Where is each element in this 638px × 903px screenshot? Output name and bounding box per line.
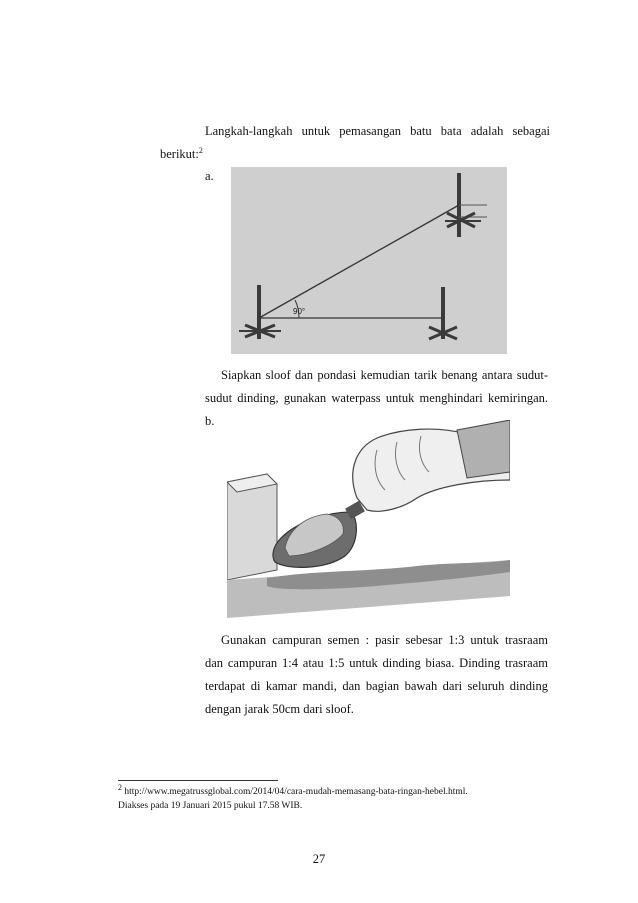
footnote-url: http://www.megatrussglobal.com/2014/04/cara-mudah-memasang-bata-ringan-hebel.html.: [124, 787, 468, 797]
step-b-label: b.: [205, 414, 215, 428]
page-number: 27: [312, 852, 326, 866]
footnote-accessed: Diakses pada 19 Januari 2015 pukul 17.58 WIB.: [118, 801, 303, 811]
footnote-line-1: [118, 782, 468, 799]
step-a-label: a.: [205, 169, 214, 183]
footnote-number: 2: [118, 782, 122, 792]
step-a-line-1: Siapkan sloof dan pondasi kemudian tarik benang antara sudut-: [221, 368, 548, 382]
step-b-line-4: dengan jarak 50cm dari sloof.: [205, 702, 354, 716]
intro-line-2-text: berikut:: [160, 147, 199, 161]
string-line-figure: [231, 167, 507, 354]
step-a-line-2: sudut dinding, gunakan waterpass untuk menghindari kemiringan.: [205, 391, 548, 405]
step-b-line-2: dan campuran 1:4 atau 1:5 untuk dinding biasa. Dinding trasraam: [205, 656, 548, 670]
intro-line-2: [160, 146, 203, 162]
angle-label: 90°: [293, 307, 306, 316]
step-b-line-1: Gunakan campuran semen : pasir sebesar 1:3 untuk trasraam: [221, 633, 548, 647]
footnote-ref: 2: [198, 145, 203, 155]
sleeve: [457, 420, 510, 478]
intro-line-1: Langkah-langkah untuk pemasangan batu bata adalah sebagai: [205, 124, 550, 138]
trowel-mortar-figure: [227, 420, 510, 618]
step-b-line-3: terdapat di kamar mandi, dan bagian bawah dari seluruh dinding: [205, 679, 548, 693]
footnote-rule: [118, 780, 278, 781]
